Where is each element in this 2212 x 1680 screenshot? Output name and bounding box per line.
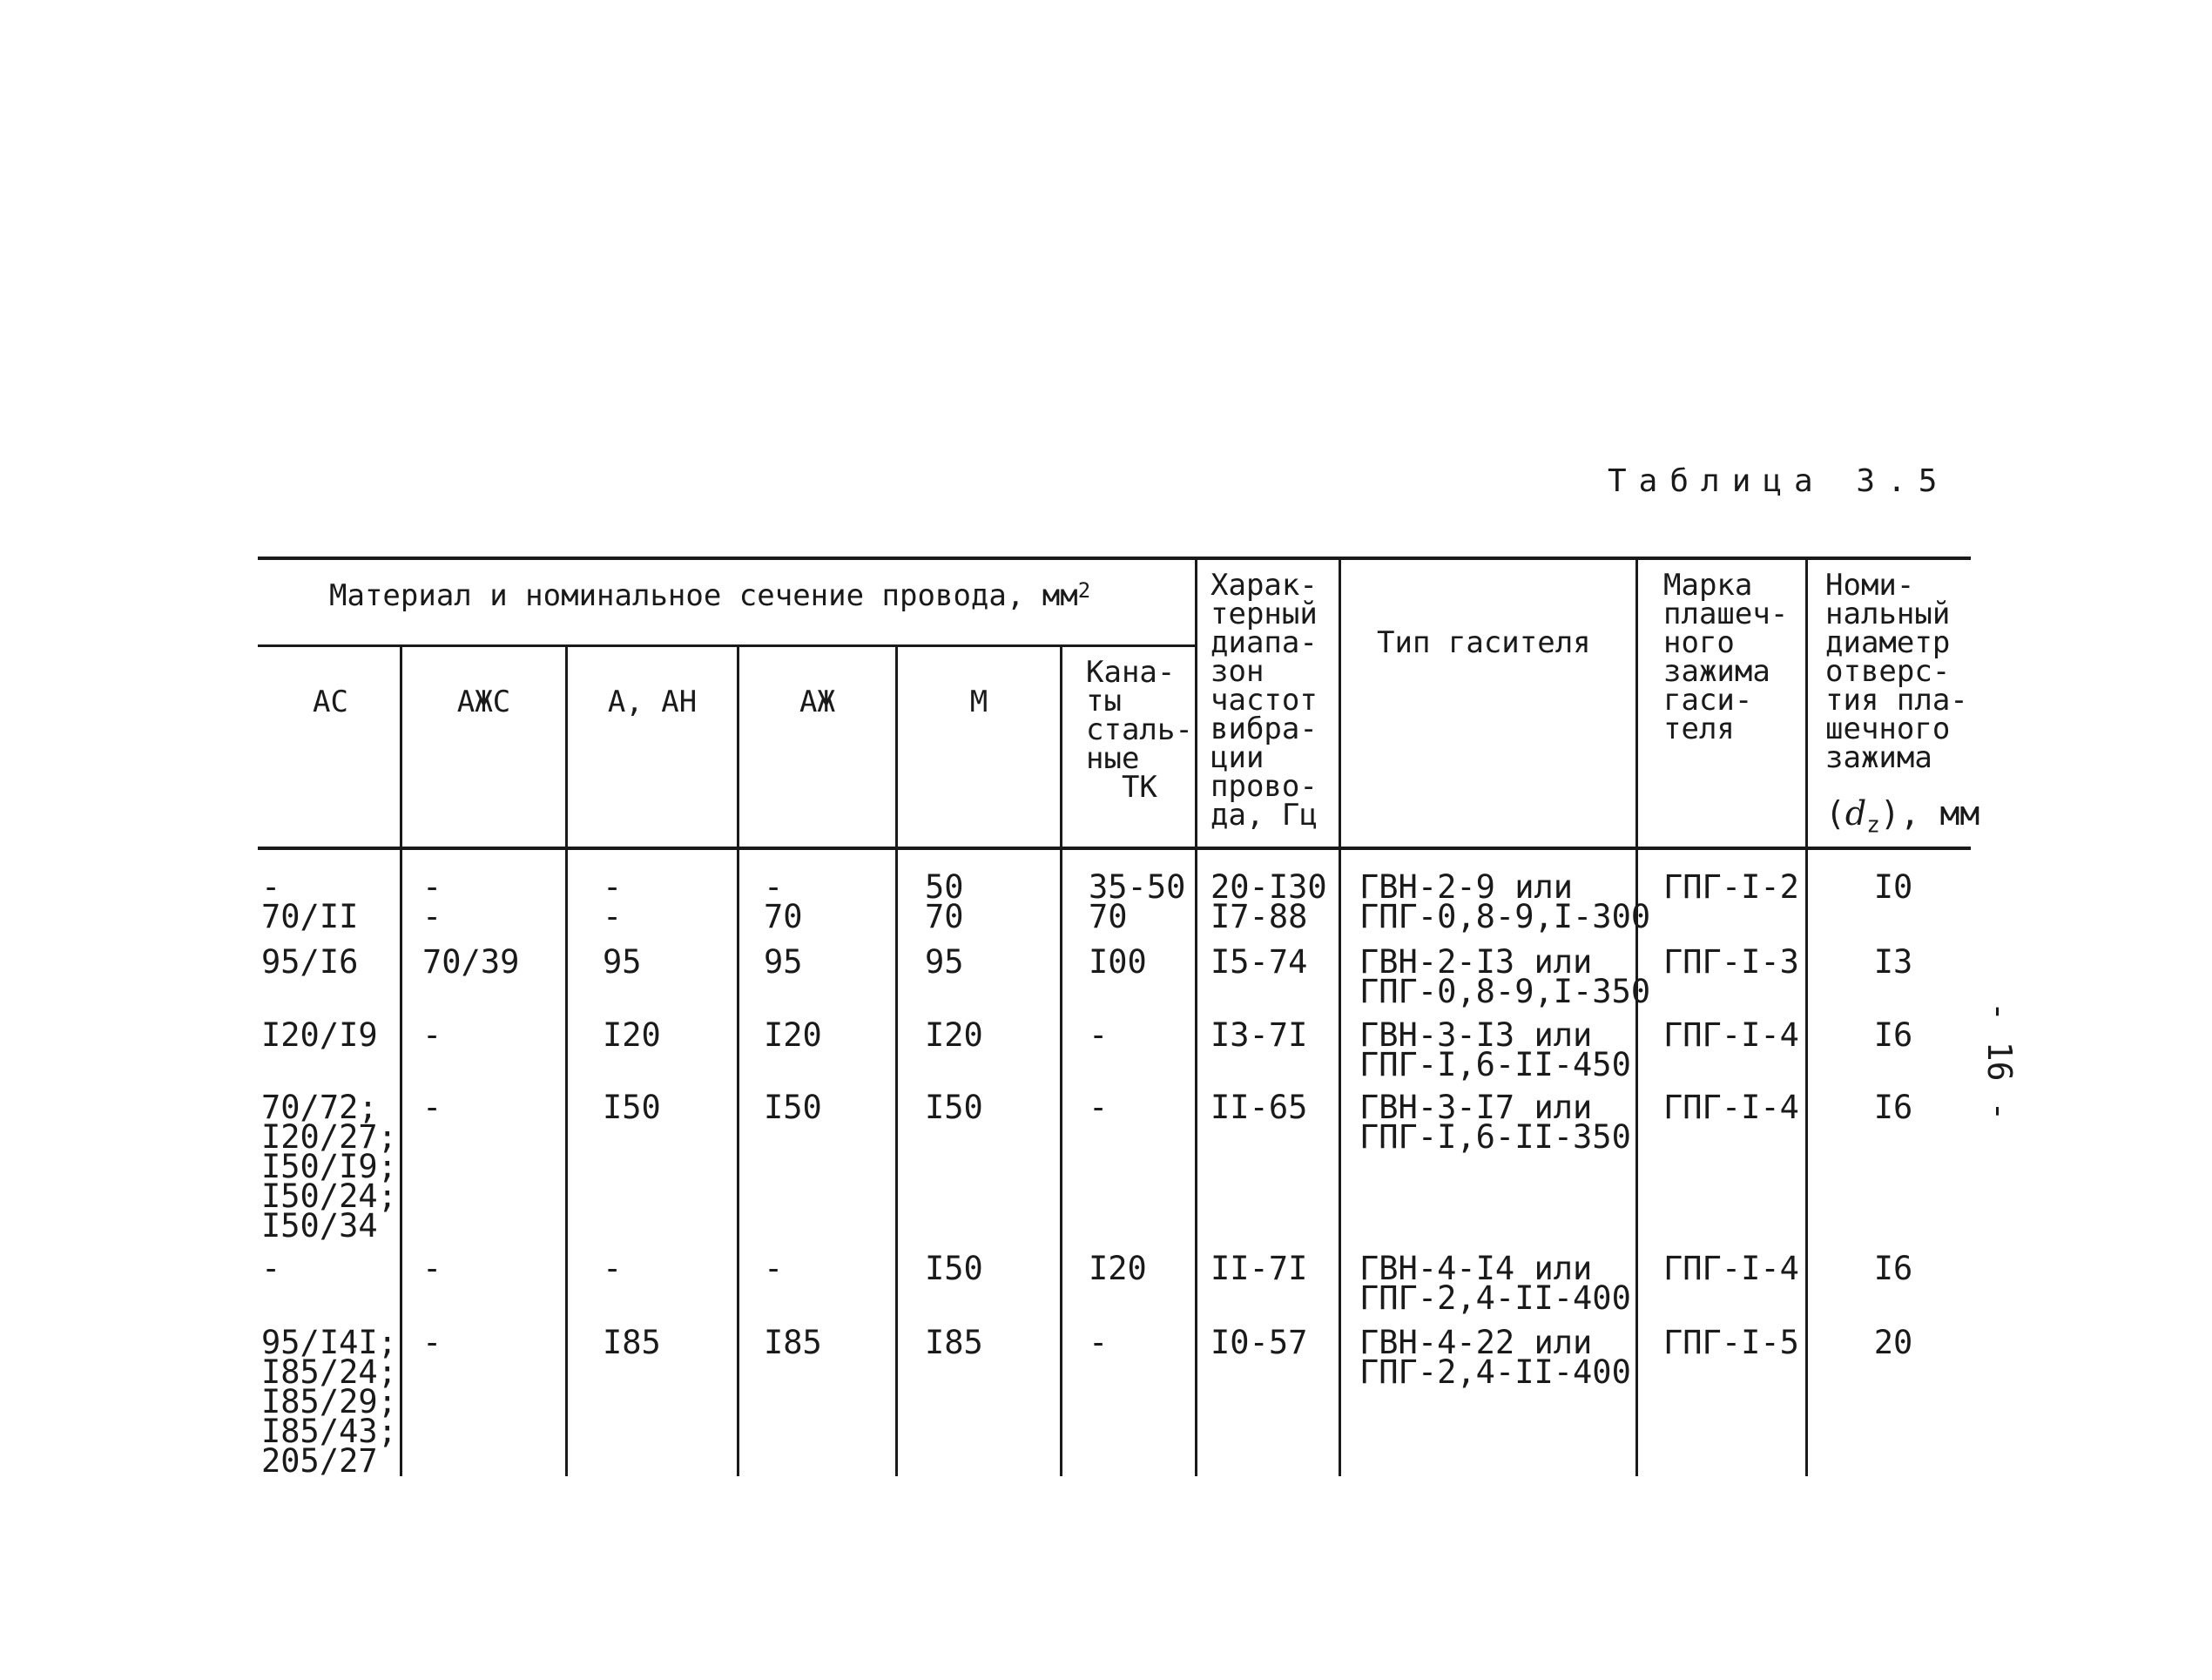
cell-type-row4: ГВН-3-I7 или ГПГ-I,6-II-350	[1359, 1089, 1631, 1156]
cell-diam-row4: I6	[1873, 1089, 1913, 1126]
cell-clamp-row4: ГПГ-I-4	[1663, 1089, 1799, 1126]
group-header-label: Материал и номинальное сечение провода, $мм^2$	[329, 578, 1091, 613]
cell-azhs-row5: -	[422, 1250, 442, 1287]
cell-a-an-row2: 95	[603, 943, 642, 981]
col-divider	[737, 646, 739, 1476]
header-clamp: Марка плашеч- ного зажима гаси- теля	[1663, 568, 1789, 746]
group-header-rule	[258, 644, 1196, 647]
cell-tk-row2: I00	[1089, 943, 1147, 981]
col-divider	[565, 646, 568, 1476]
cell-clamp-row2: ГПГ-I-3	[1663, 943, 1799, 981]
header-freq: Харак- терный диапа- зон частот вибра- ции прово- да, Гц	[1211, 568, 1318, 833]
cell-diam-row5: I6	[1873, 1250, 1913, 1287]
cell-m-row3: I20	[925, 1016, 983, 1054]
cell-tk-row6: -	[1089, 1324, 1109, 1361]
table-top-rule	[258, 557, 1971, 560]
cell-tk-row3: -	[1089, 1016, 1109, 1054]
cell-clamp-row5: ГПГ-I-4	[1663, 1250, 1799, 1287]
cell-azhs-row4: -	[422, 1089, 442, 1126]
header-type: Тип гасителя	[1377, 625, 1591, 660]
header-diam: Номи- нальный диаметр отверс- тия пла- шечного зажима	[1825, 568, 1968, 775]
cell-diam-row2: I3	[1873, 943, 1913, 981]
cell-freq-row4: II-65	[1211, 1089, 1308, 1126]
cell-clamp-row1: ГПГ-I-2	[1663, 868, 1799, 906]
cell-azhs-row6: -	[422, 1324, 442, 1361]
col-divider	[1060, 646, 1062, 1476]
cell-a-an-row6: I85	[603, 1324, 661, 1361]
cell-type-row1: ГВН-2-9 или ГПГ-0,8-9,I-300	[1359, 868, 1651, 935]
cell-diam-row3: I6	[1873, 1016, 1913, 1054]
header-diam-symbol: $(d_z)$, мм	[1825, 794, 1980, 839]
cell-ac-row6: 95/I4I; I85/24; I85/29; I85/43; 205/27	[261, 1324, 397, 1480]
cell-m-row1: 50 70	[925, 868, 964, 935]
cell-type-row3: ГВН-3-I3 или ГПГ-I,6-II-450	[1359, 1016, 1631, 1083]
cell-tk-row4: -	[1089, 1089, 1109, 1126]
cell-tk-row1: 35-50 70	[1089, 868, 1186, 935]
cell-type-row6: ГВН-4-22 или ГПГ-2,4-II-400	[1359, 1324, 1631, 1391]
cell-azh-row5: -	[764, 1250, 784, 1287]
cell-clamp-row6: ГПГ-I-5	[1663, 1324, 1799, 1361]
cell-m-row2: 95	[925, 943, 964, 981]
cell-freq-row6: I0-57	[1211, 1324, 1308, 1361]
cell-azhs-row2: 70/39	[422, 943, 520, 981]
col-divider	[1339, 557, 1341, 1476]
cell-diam-row1: I0	[1873, 868, 1913, 906]
cell-azh-row1: - 70	[764, 868, 803, 935]
header-azh: АЖ	[799, 685, 835, 719]
cell-azh-row4: I50	[764, 1089, 822, 1126]
col-divider	[400, 646, 402, 1476]
header-a-an: А, АН	[607, 685, 698, 719]
cell-a-an-row4: I50	[603, 1089, 661, 1126]
cell-a-an-row3: I20	[603, 1016, 661, 1054]
header-tk: Кана- ты сталь- ные ТК	[1086, 655, 1193, 805]
header-ac: АС	[313, 685, 348, 719]
col-divider	[895, 646, 898, 1476]
header-bottom-rule	[258, 847, 1971, 850]
cell-type-row2: ГВН-2-I3 или ГПГ-0,8-9,I-350	[1359, 943, 1651, 1010]
col-divider	[1195, 557, 1197, 1476]
cell-ac-row1: - 70/II	[261, 868, 359, 935]
cell-azh-row2: 95	[764, 943, 803, 981]
cell-azh-row3: I20	[764, 1016, 822, 1054]
cell-ac-row3: I20/I9	[261, 1016, 378, 1054]
cell-m-row5: I50	[925, 1250, 983, 1287]
cell-azh-row6: I85	[764, 1324, 822, 1361]
cell-ac-row5: -	[261, 1250, 281, 1287]
cell-freq-row5: II-7I	[1211, 1250, 1308, 1287]
cell-freq-row2: I5-74	[1211, 943, 1308, 981]
cell-freq-row3: I3-7I	[1211, 1016, 1308, 1054]
cell-a-an-row1: - -	[603, 868, 623, 935]
cell-type-row5: ГВН-4-I4 или ГПГ-2,4-II-400	[1359, 1250, 1631, 1317]
cell-ac-row4: 70/72; I20/27; I50/I9; I50/24; I50/34	[261, 1089, 397, 1245]
cell-m-row4: I50	[925, 1089, 983, 1126]
table-title: Таблица 3.5	[1608, 463, 1950, 499]
page-number: - 16 -	[1980, 1002, 2019, 1122]
cell-diam-row6: 20	[1873, 1324, 1913, 1361]
cell-freq-row1: 20-I30 I7-88	[1211, 868, 1327, 935]
cell-tk-row5: I20	[1089, 1250, 1147, 1287]
cell-clamp-row3: ГПГ-I-4	[1663, 1016, 1799, 1054]
cell-a-an-row5: -	[603, 1250, 623, 1287]
cell-m-row6: I85	[925, 1324, 983, 1361]
cell-azhs-row1: - -	[422, 868, 442, 935]
header-azhs: АЖС	[456, 685, 511, 719]
cell-ac-row2: 95/I6	[261, 943, 359, 981]
cell-azhs-row3: -	[422, 1016, 442, 1054]
col-divider	[1635, 557, 1638, 1476]
header-m: М	[969, 685, 988, 719]
